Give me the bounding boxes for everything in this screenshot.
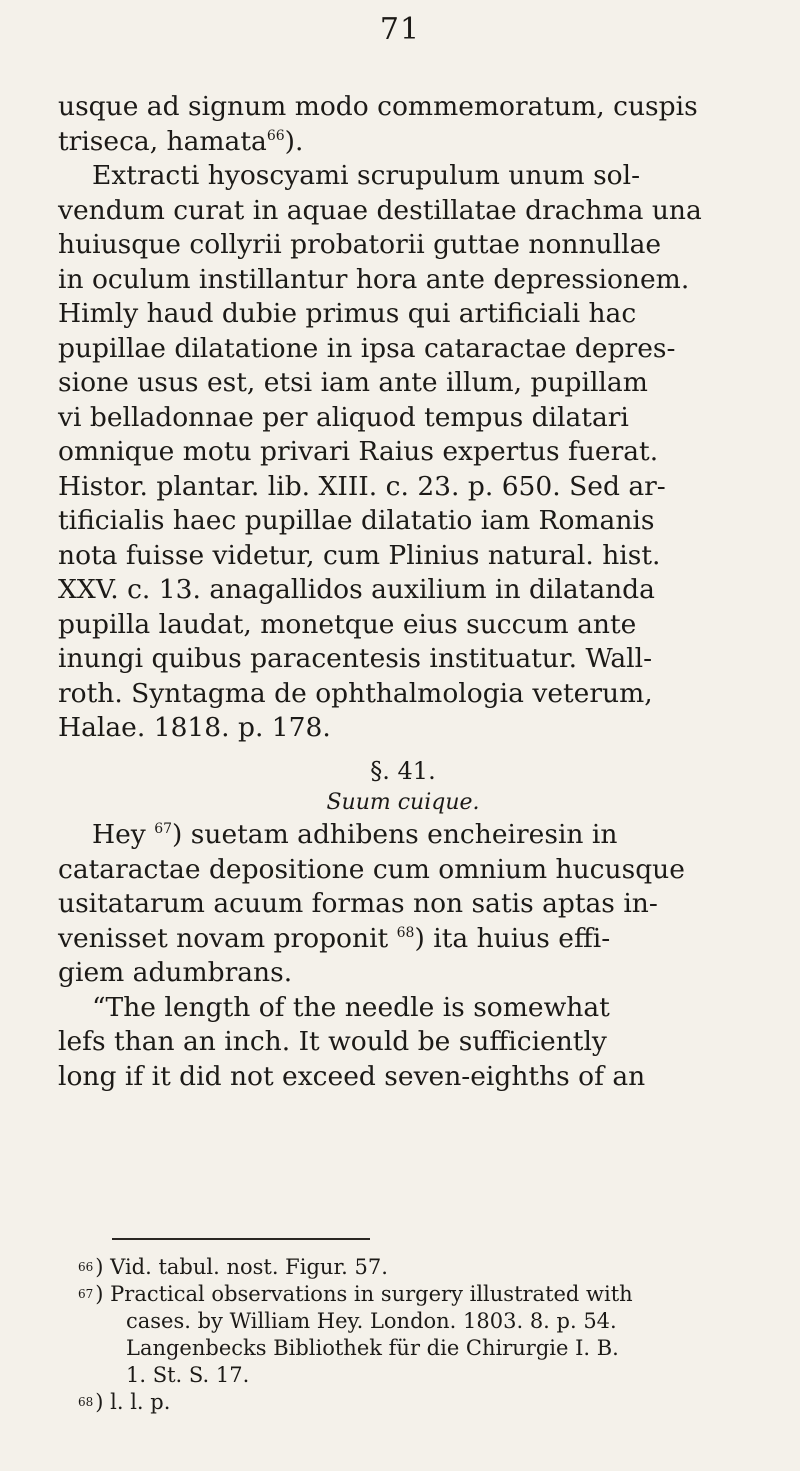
footnote-67: $^{67}$) Practical observations in surgery illustrated with: [78, 1282, 633, 1306]
text-line: Hey $^{67}$) suetam adhibens encheiresin in: [92, 819, 618, 850]
text-line: vi belladonnae per aliquod tempus dilatari: [58, 401, 629, 433]
text-line: huiusque collyrii probatorii guttae nonnullae: [58, 229, 662, 260]
text-line: cataractae depositione cum omnium hucusque: [58, 853, 685, 885]
quote-line: lefs than an inch. It would be sufficiently: [58, 1026, 607, 1057]
footnote-ref: 66: [266, 127, 285, 144]
page-number: 71: [379, 12, 421, 47]
text-line: pupillae dilatatione in ipsa cataractae depres-: [58, 332, 676, 364]
footnote-ref: 67: [154, 821, 173, 838]
text-line: tificialis haec pupillae dilatatio iam Romanis: [58, 505, 655, 536]
text-line: XXV. c. 13. anagallidos auxilium in dilatanda: [58, 574, 655, 605]
text-line: Histor. plantar. lib. XIII. c. 23. p. 650. Sed ar-: [58, 470, 666, 502]
quote-line: long if it did not exceed seven-eighths of an: [58, 1060, 646, 1092]
footnotes: [78, 1254, 758, 1416]
footnote-line: cases. by William Hey. London. 1803. 8. p. 54.: [126, 1309, 617, 1333]
text-line: Himly haud dubie primus qui artificiali hac: [58, 298, 637, 329]
text-line: venisset novam proponit $^{68}$) ita huius effi-: [58, 922, 611, 954]
text-line: vendum curat in aquae destillatae drachma una: [58, 194, 702, 226]
section-number: §. 41.: [370, 756, 436, 785]
text-line: inungi quibus paracentesis instituatur. Wall-: [58, 643, 653, 674]
footnote-66: $^{66}$) Vid. tabul. nost. Figur. 57.: [78, 1255, 388, 1279]
main-text: [58, 90, 748, 1094]
footnote-ref: 68: [396, 924, 415, 941]
footnote-68: $^{68}$) l. l. p.: [78, 1390, 171, 1414]
section-subtitle: Suum cuique.: [326, 790, 480, 815]
text-line: triseca, hamata$^{66}$).: [58, 125, 304, 157]
text-line: usitatarum acuum formas non satis aptas in-: [58, 888, 658, 919]
text-line: in oculum instillantur hora ante depressionem.: [58, 263, 690, 295]
text-line: nota fuisse videtur, cum Plinius natural. hist.: [58, 539, 661, 571]
text-line: roth. Syntagma de ophthalmologia veterum,: [58, 677, 653, 709]
text-line: sione usus est, etsi iam ante illum, pupillam: [58, 367, 648, 398]
text-line: Extracti hyoscyami scrupulum unum sol-: [92, 160, 641, 191]
footnote-line: Langenbecks Bibliothek für die Chirurgie I. B.: [126, 1336, 619, 1360]
footnote-divider: [112, 1238, 370, 1240]
footnote-line: 1. St. S. 17.: [126, 1363, 250, 1387]
text-line: giem adumbrans.: [58, 957, 293, 988]
text-line: omnique motu privari Raius expertus fuerat.: [58, 436, 659, 467]
text-line: Halae. 1818. p. 178.: [58, 712, 331, 743]
text-line: usque ad signum modo commemoratum, cuspis: [58, 91, 698, 122]
quote-line: “The length of the needle is somewhat: [92, 991, 610, 1023]
text-line: pupilla laudat, monetque eius succum ante: [58, 608, 637, 640]
